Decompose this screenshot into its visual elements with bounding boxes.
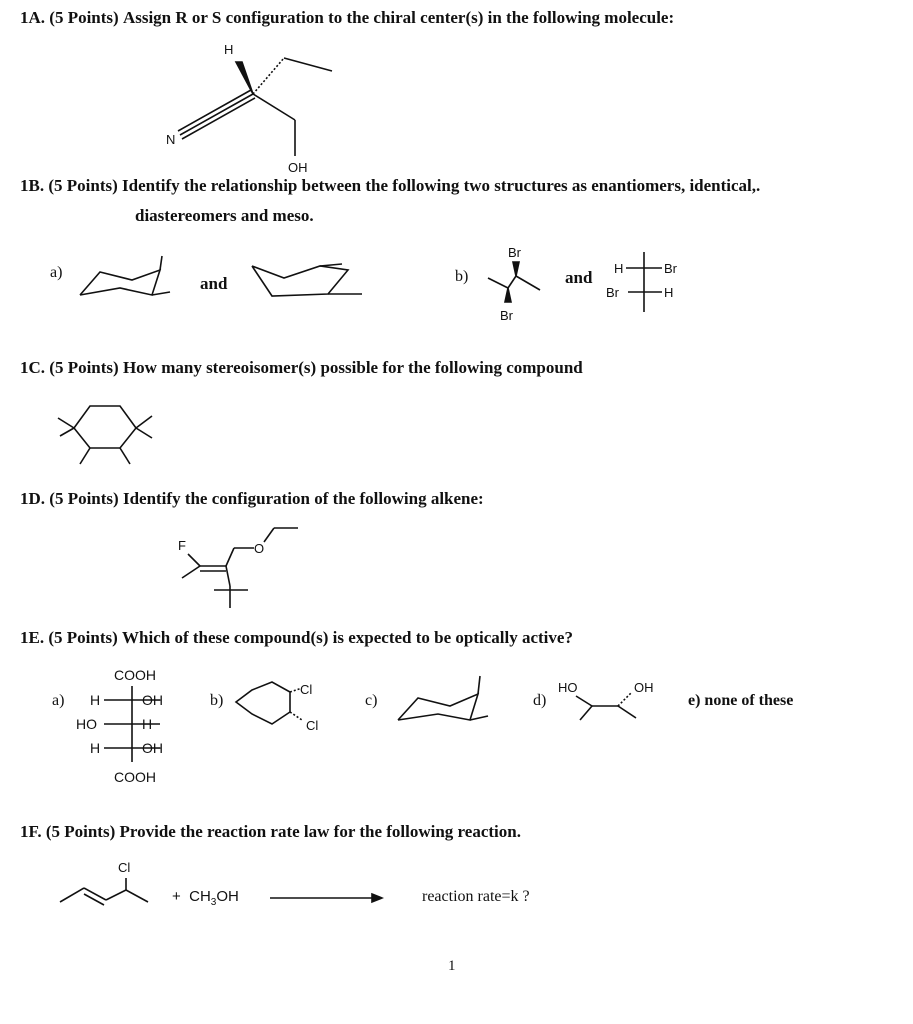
q1f-points: (5 Points) [45, 822, 116, 841]
fischer-r1-right: OH [142, 692, 163, 708]
fischer-r2-left: HO [76, 716, 97, 732]
q1e-number: 1E. [20, 628, 45, 647]
fischer-r3-right: OH [142, 740, 163, 756]
bond [516, 276, 540, 290]
q1a-number: 1A. [20, 8, 46, 27]
reagent [172, 888, 239, 908]
q1e-label-c: c) [365, 692, 378, 709]
ring [74, 406, 136, 448]
answer-rate: reaction rate=k ? [422, 888, 530, 905]
q1e-label-d: d) [533, 692, 547, 709]
cyclohexane-1b-a1 [72, 250, 192, 310]
hash-bond [290, 712, 302, 720]
bond [60, 428, 74, 436]
fischer-bottom: COOH [114, 769, 156, 785]
hash-bond [253, 58, 284, 94]
bond [618, 706, 636, 718]
atom-br: Br [664, 261, 677, 276]
question-1d [20, 489, 484, 509]
page-number: 1 [448, 958, 456, 974]
bond [152, 292, 170, 295]
question-1b-line2 [135, 206, 314, 226]
reagent-ch: CH [189, 888, 211, 905]
molecule-1a [150, 38, 360, 178]
bond [136, 416, 152, 428]
q1e-label-b: b) [210, 692, 224, 709]
q1b-text2: diastereomers and meso. [135, 206, 314, 225]
reagent-end: OH [216, 888, 239, 905]
q1b-and-1: and [200, 274, 228, 293]
atom-h: H [224, 42, 234, 57]
hash-bond [618, 692, 632, 706]
q1d-text: Identify the configuration of the following alkene: [122, 489, 484, 508]
atom-oh: OH [288, 160, 308, 175]
ring [398, 694, 478, 720]
bond [126, 890, 148, 902]
atom-cl: Cl [300, 682, 313, 697]
bond [60, 888, 84, 902]
q1a-points: (5 Points) [49, 8, 119, 27]
fischer-top: COOH [114, 667, 156, 683]
ring [252, 266, 348, 296]
atom-br: Br [606, 285, 619, 300]
bond [478, 676, 480, 694]
fischer-1b [600, 248, 690, 318]
fischer-1e-a [68, 664, 188, 790]
ring [236, 682, 290, 724]
atom-f: F [178, 538, 186, 553]
bond [226, 566, 230, 586]
bond [264, 528, 274, 542]
bond [470, 716, 488, 720]
diol-1e-d [552, 676, 672, 726]
fischer-r2-right: H [142, 716, 153, 732]
dibromobutane-1b [478, 240, 558, 328]
atom-h: H [614, 261, 624, 276]
q1b-points: (5 Points) [48, 176, 118, 195]
q1b-label-a: a) [50, 264, 63, 281]
bond [580, 706, 592, 720]
atom-o: O [254, 541, 265, 556]
q1c-points: (5 Points) [49, 358, 119, 377]
triple-bond-1 [180, 94, 253, 135]
fischer-r1-left: H [90, 692, 101, 708]
ring [80, 270, 160, 295]
bond [80, 448, 90, 464]
bond [284, 58, 332, 71]
bond [508, 276, 516, 288]
bond [188, 554, 200, 566]
atom-n: N [166, 132, 176, 147]
cyclohexane-1e-c [390, 670, 500, 730]
question-1e [20, 628, 573, 648]
question-1c [20, 358, 583, 378]
q1d-points: (5 Points) [49, 489, 119, 508]
q1b-text: Identify the relationship between the following two structures as enantiomers, identical,. [122, 176, 761, 195]
fischer-r3-left: H [90, 740, 101, 756]
bond [120, 448, 130, 464]
question-1a [20, 8, 674, 28]
q1e-option-e: e) none of these [688, 692, 794, 709]
bond [58, 418, 74, 428]
atom-cl: Cl [306, 718, 319, 733]
double-bond-1 [84, 888, 106, 900]
q1b-and-2: and [565, 268, 593, 287]
double-bond-2 [84, 894, 104, 905]
q1b-number: 1B. [20, 176, 45, 195]
cyclohexane-1b-a2 [244, 256, 374, 306]
q1e-text: Which of these compound(s) is expected to be optically active? [122, 628, 573, 647]
wedge-bond [236, 62, 253, 94]
molecule-1c [52, 394, 162, 474]
plus-sign: + [172, 888, 181, 905]
bond [488, 278, 508, 288]
alkene-1d [170, 518, 310, 618]
q1a-text: Assign R or S configuration to the chiral center(s) in the following molecule: [122, 8, 675, 27]
q1f-number: 1F. [20, 822, 42, 841]
triple-bond-3 [182, 98, 255, 139]
bond [320, 264, 342, 266]
q1c-number: 1C. [20, 358, 46, 377]
arrow-head [372, 894, 382, 902]
allyl-chloride-1f [56, 856, 166, 916]
q1e-points: (5 Points) [48, 628, 118, 647]
question-1f [20, 822, 521, 842]
dichlorocyclohexane-1e-b [232, 676, 332, 746]
question-1b [20, 176, 760, 196]
bond [182, 566, 200, 578]
reagent-sub: 3 [210, 897, 217, 908]
atom-br-top: Br [508, 245, 521, 260]
atom-br-bottom: Br [500, 308, 513, 323]
bond [253, 94, 295, 120]
q1c-text: How many stereoisomer(s) possible for the following [122, 358, 502, 377]
q1d-number: 1D. [20, 489, 46, 508]
atom-oh: OH [634, 680, 654, 695]
q1f-text: Provide the reaction rate law for the following reaction. [119, 822, 521, 841]
q1c-text-bold: compound [506, 358, 583, 377]
q1e-label-a: a) [52, 692, 65, 709]
q1b-label-b: b) [455, 268, 469, 285]
wedge-bond [505, 288, 511, 302]
reaction-arrow [268, 890, 384, 906]
atom-ho: HO [558, 680, 578, 695]
wedge-bond [513, 262, 519, 276]
bond [576, 696, 592, 706]
atom-cl: Cl [118, 860, 131, 875]
triple-bond-2 [178, 90, 251, 131]
bond [226, 548, 234, 566]
atom-h: H [664, 285, 674, 300]
bond [136, 428, 152, 438]
bond [106, 890, 126, 900]
bond [160, 256, 162, 270]
